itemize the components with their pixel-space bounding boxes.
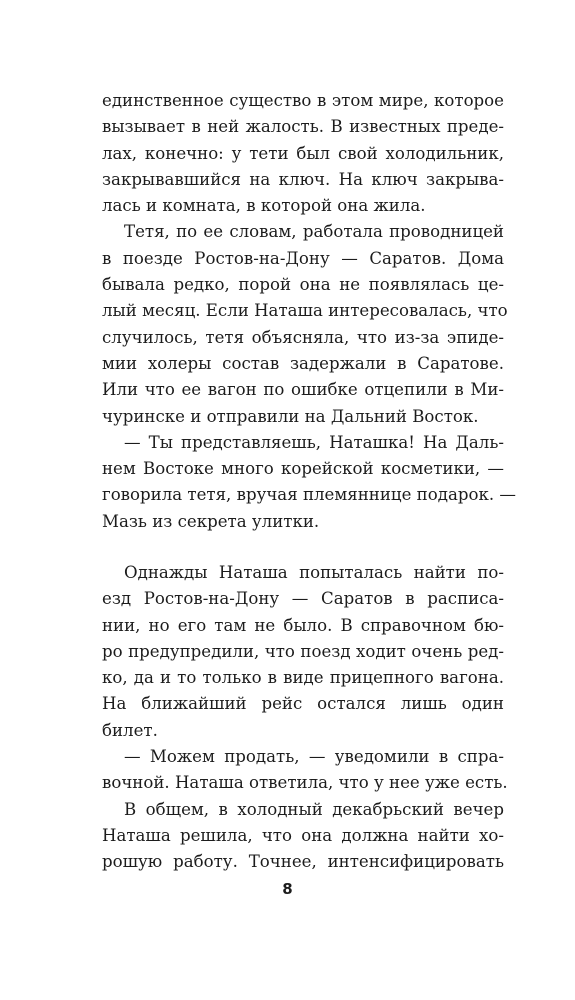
text-line: мии холеры состав задержали в Саратове. [102, 353, 504, 373]
text-line: говорила тетя, вручая племяннице подарок. — [102, 485, 516, 505]
text-line: Однажды Наташа попыталась найти по- [124, 563, 504, 582]
text-line: ко, да и то только в виде прицепного вагона. [102, 668, 504, 688]
paragraph [102, 219, 508, 429]
text-line: нии, но его там не было. В справочном бю- [102, 615, 504, 635]
text-line: — Ты представляешь, Наташка! На Даль- [124, 432, 504, 452]
paragraph [102, 88, 504, 219]
text-line: вочной. Наташа ответила, что у нее уже есть. [102, 773, 508, 793]
text-line: нем Востоке много корейской косметики, — [102, 459, 504, 479]
text-line: езд Ростов-на-Дону — Саратов в расписа- [102, 589, 504, 609]
text-line: Тетя, по ее словам, работала проводницей [124, 222, 504, 242]
paragraph [102, 430, 516, 535]
text-line: бывала редко, порой она не появлялась це- [102, 275, 504, 295]
text-line: лах, конечно: у тети был свой холодильник, [102, 143, 504, 163]
text-line: На ближайший рейс остался лишь один [102, 694, 504, 714]
text-section-bottom [102, 560, 508, 876]
text-line: билет. [102, 720, 158, 740]
text-line: случилось, тетя объясняла, что из-за эпиде- [102, 327, 504, 347]
text-line: ро предупредили, что поезд ходит очень ред- [102, 641, 504, 661]
text-line: лась и комната, в которой она жила. [102, 196, 426, 216]
text-line: Или что ее вагон по ошибке отцепили в Ми- [102, 380, 504, 400]
text-line: чуринске и отправили на Дальний Восток. [102, 406, 479, 426]
paragraph [102, 797, 504, 876]
text-line: единственное существо в этом мире, которое [102, 91, 504, 110]
text-line: Наташа решила, что она должна найти хо- [102, 825, 504, 845]
page-number: 8 [282, 880, 293, 898]
text-line: В общем, в холодный декабрьский вечер [124, 799, 504, 819]
text-line: — Можем продать, — уведомили в спра- [124, 747, 504, 767]
text-section-top [102, 88, 516, 535]
text-line: закрывавшийся на ключ. На ключ закрыва- [102, 169, 504, 189]
text-line: рошую работу. Точнее, интенсифицировать [102, 852, 504, 872]
text-line: в поезде Ростов-на-Дону — Саратов. Дома [102, 248, 504, 268]
text-line: вызывает в ней жалость. В известных преде- [102, 117, 504, 137]
text-line: лый месяц. Если Наташа интересовалась, что [102, 301, 508, 321]
paragraph [102, 744, 508, 797]
text-line: Мазь из секрета улитки. [102, 511, 320, 531]
paragraph [102, 560, 504, 744]
